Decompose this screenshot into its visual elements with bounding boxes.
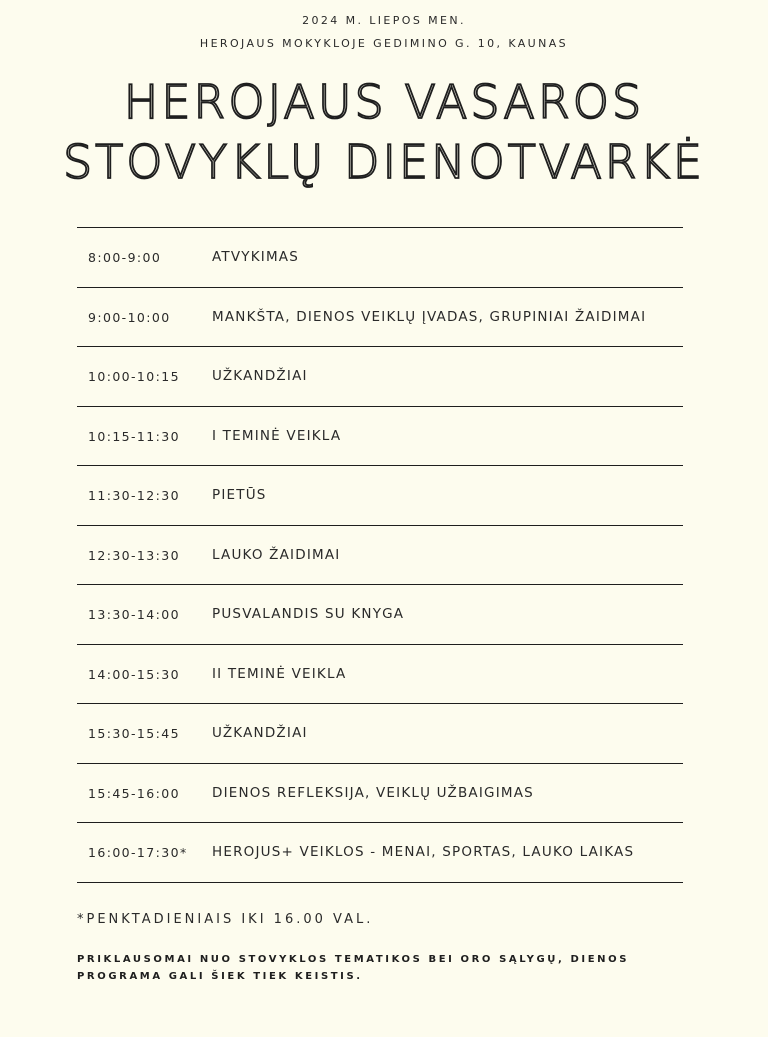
schedule-row: [77, 645, 683, 705]
schedule-time: 8:00-9:00: [88, 250, 162, 265]
schedule-time: 9:00-10:00: [88, 309, 171, 325]
schedule-row: [77, 228, 683, 288]
schedule-row: [77, 466, 683, 526]
schedule-activity: ATVYKIMAS: [212, 249, 300, 265]
schedule-row: [77, 526, 683, 586]
schedule-time: 15:45-16:00: [88, 785, 180, 801]
schedule-activity: UŽKANDŽIAI: [212, 368, 308, 384]
location-line: HEROJAUS MOKYKLOJE GEDIMINO G. 10, KAUNAS: [199, 37, 569, 50]
schedule-activity: PUSVALANDIS SU KNYGA: [212, 606, 405, 622]
schedule-activity: DIENOS REFLEKSIJA, VEIKLŲ UŽBAIGIMAS: [212, 784, 534, 801]
schedule-row: [77, 585, 683, 645]
schedule-activity: I TEMINĖ VEIKLA: [212, 427, 342, 444]
page-title-line-1: HEROJAUS VASAROS: [123, 75, 645, 129]
schedule-activity: II TEMINĖ VEIKLA: [212, 665, 347, 682]
schedule-row: [77, 823, 683, 883]
schedule-table: [77, 227, 683, 883]
schedule-time: 11:30-12:30: [88, 488, 180, 503]
schedule-row: [77, 764, 683, 824]
schedule-time: 12:30-13:30: [88, 547, 180, 563]
schedule-activity: MANKŠTA, DIENOS VEIKLŲ ĮVADAS, GRUPINIAI ŽAIDIMAI: [212, 308, 647, 325]
schedule-time: 16:00-17:30*: [88, 845, 188, 860]
date-line: 2024 M. LIEPOS MEN.: [302, 14, 466, 27]
schedule-note: PRIKLAUSOMAI NUO STOVYKLOS TEMATIKOS BEI ORO SĄLYGŲ, DIENOS PROGRAMA GALI ŠIEK TIEK KEISTIS.: [77, 954, 630, 982]
page-title-line-2: STOVYKLŲ DIENOTVARKĖ: [62, 135, 705, 189]
schedule-time: 10:15-11:30: [88, 428, 180, 444]
schedule-time: 14:00-15:30: [88, 666, 180, 682]
schedule-time: 15:30-15:45: [88, 726, 180, 741]
schedule-row: [77, 288, 683, 348]
schedule-row: [77, 347, 683, 407]
schedule-activity: UŽKANDŽIAI: [212, 725, 308, 741]
schedule-activity: PIETŪS: [212, 487, 267, 503]
schedule-row: [77, 407, 683, 467]
schedule-time: 13:30-14:00: [88, 607, 180, 622]
footnote: *PENKTADIENIAIS IKI 16.00 VAL.: [77, 912, 374, 927]
schedule-activity: HEROJUS+ VEIKLOS - MENAI, SPORTAS, LAUKO LAIKAS: [212, 844, 635, 860]
schedule-time: 10:00-10:15: [88, 369, 180, 384]
schedule-row: [77, 704, 683, 764]
schedule-activity: LAUKO ŽAIDIMAI: [212, 546, 341, 563]
